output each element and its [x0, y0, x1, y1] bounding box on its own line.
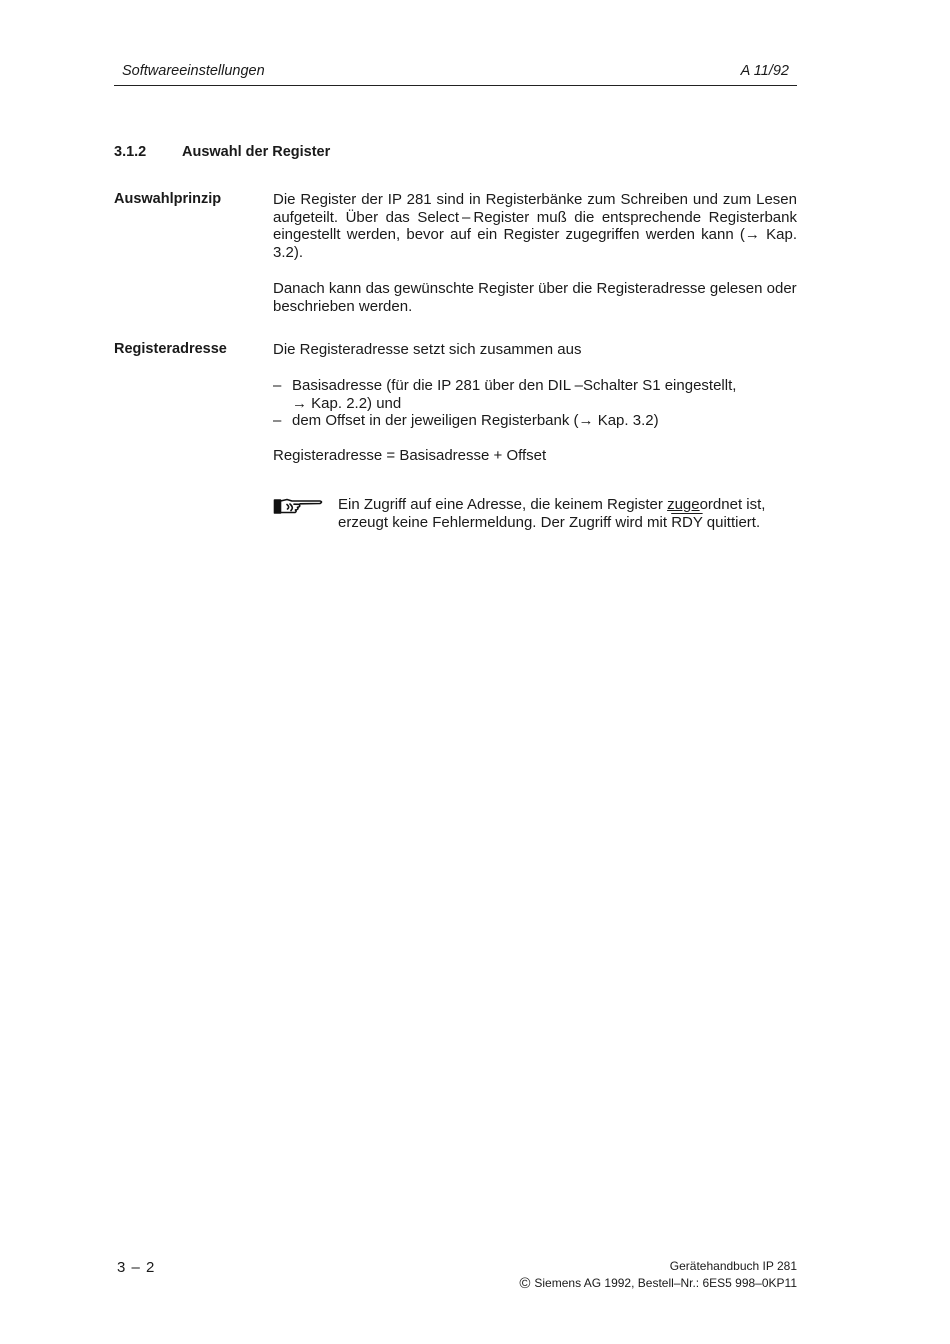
list-item-text — [292, 377, 797, 412]
list-item-line: Basisadresse (für die IP 281 über den DIL –Schalter S1 eingestellt, — [292, 377, 737, 394]
note-underlined-text: zuge — [667, 496, 700, 513]
paragraph-auswahlprinzip-1: Die Register der IP 281 sind in Registerbänke zum Schreiben und zum Lesen aufgeteilt. Über das Select – Register muß die entsprechende Registerbank eingestellt werden, bevor auf ein Register zugegriffen werden kann (→ Kap. 3.2). — [273, 191, 797, 261]
rdy-signal: $\overline{RDY}$ — [671, 513, 703, 531]
note-text — [338, 496, 798, 531]
pointing-hand-icon — [273, 495, 325, 517]
margin-label-auswahlprinzip: Auswahlprinzip — [114, 191, 222, 207]
paragraph-registeradresse-intro: Die Registeradresse setzt sich zusammen aus — [273, 341, 582, 358]
paragraph-auswahlprinzip-2: Danach kann das gewünschte Register über die Registeradresse gelesen oder beschrieben werden. — [273, 280, 797, 315]
header-chapter-title: Softwareeinstellungen — [122, 63, 265, 79]
footer — [519, 1258, 797, 1292]
note-text-part: ordnet ist, erzeugt keine Fehlermeldung. Der Zugriff wird mit — [338, 496, 766, 531]
list-item — [273, 412, 797, 430]
note-text-part: quittiert. — [702, 513, 761, 531]
footer-copyright-line — [519, 1275, 797, 1292]
footer-copyright: Siemens AG 1992, Bestell–Nr.: 6ES5 998–0KP11 — [534, 1276, 797, 1290]
note-text-part: Ein Zugriff auf eine Adresse, die keinem Register — [338, 496, 668, 513]
list-dash: – — [273, 412, 282, 429]
page-number: 3 – 2 — [117, 1259, 156, 1276]
list-item-line: dem Offset in der jeweiligen Registerbank (→ Kap. 3.2) — [292, 412, 659, 429]
section-number: 3.1.2 — [114, 144, 147, 160]
margin-label-registeradresse: Registeradresse — [114, 341, 227, 357]
formula-registeradresse: Registeradresse = Basisadresse + Offset — [273, 447, 547, 464]
running-header — [114, 62, 797, 86]
copyright-icon: © — [519, 1274, 531, 1292]
list-item-line: → Kap. 2.2) und — [292, 394, 402, 412]
list-item — [273, 377, 797, 412]
list-dash: – — [273, 377, 282, 394]
header-edition: A 11/92 — [740, 63, 789, 79]
section-title: Auswahl der Register — [182, 144, 331, 160]
footer-manual-title: Gerätehandbuch IP 281 — [669, 1259, 797, 1273]
